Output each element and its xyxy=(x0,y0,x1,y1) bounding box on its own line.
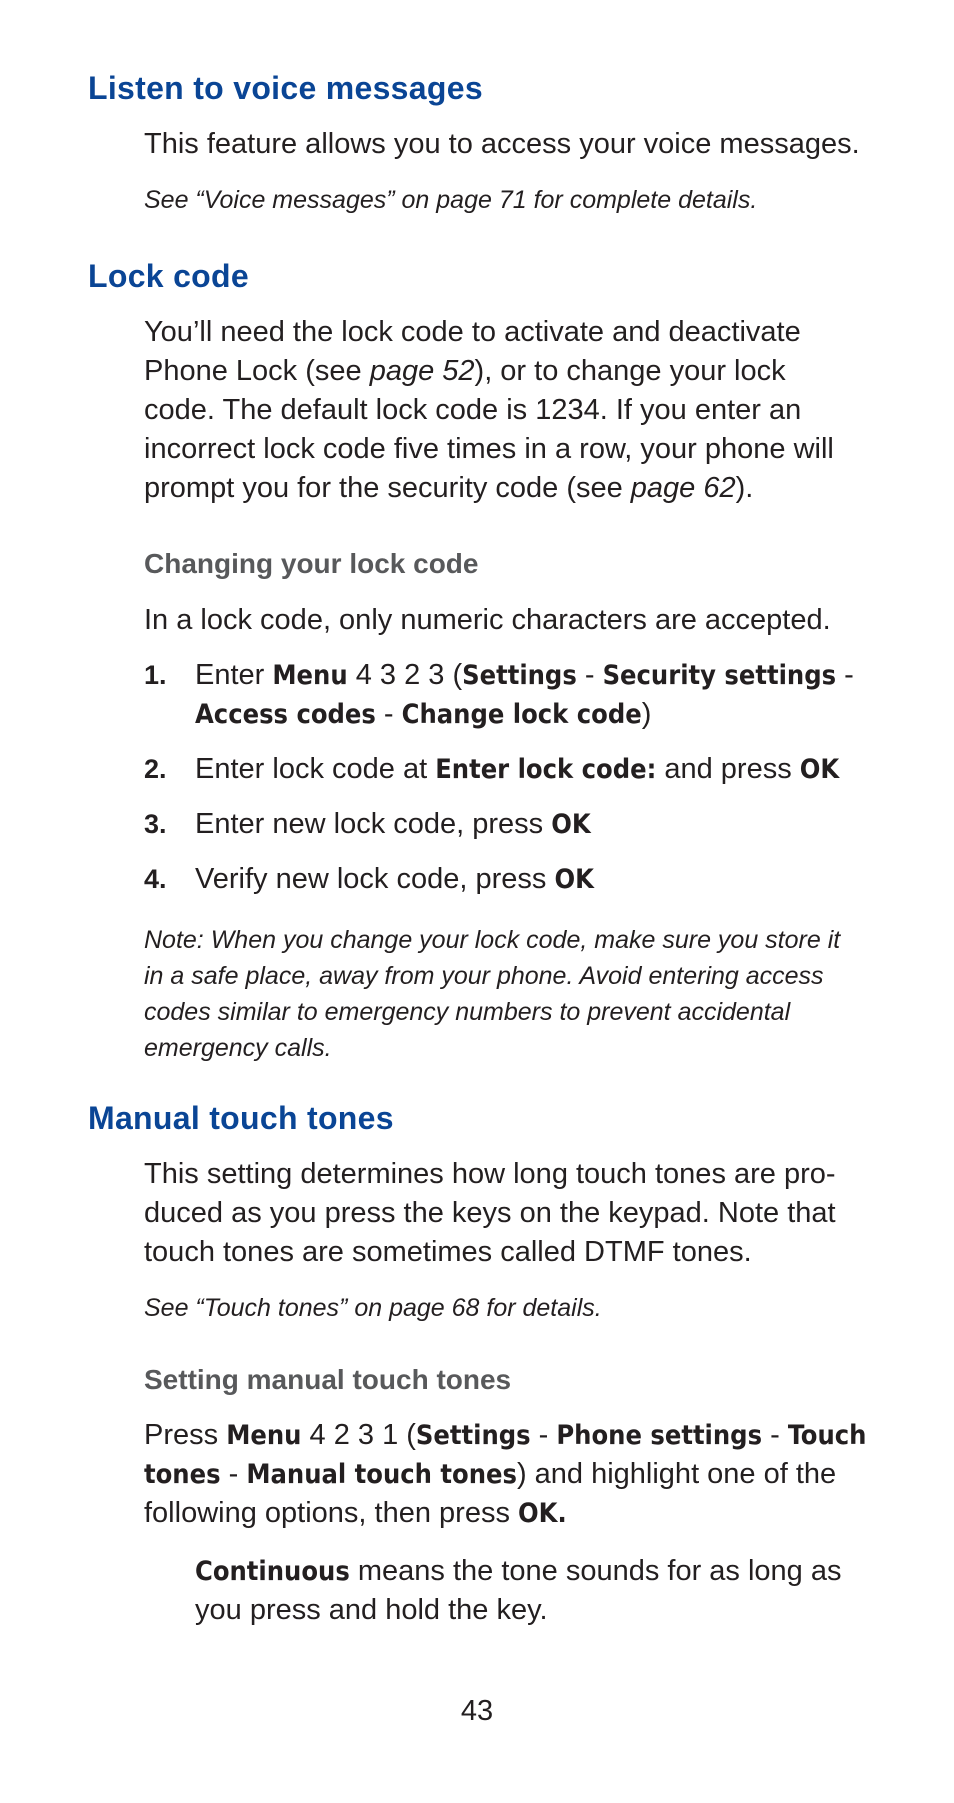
step-number: 3. xyxy=(144,809,167,839)
option-description-a: means the tone sounds for as long as xyxy=(349,1555,842,1587)
separator: - xyxy=(530,1419,557,1451)
setting-line-1 xyxy=(144,1416,904,1455)
menu-tones-label: tones xyxy=(144,1459,221,1490)
menu-access-codes-label: Access codes xyxy=(195,699,376,730)
menu-settings-label: Settings xyxy=(415,1420,531,1451)
setting-text-c: following options, then press xyxy=(144,1497,518,1529)
lock-para-line-2 xyxy=(144,352,904,391)
listen-note-text: See “Voice messages” on page 71 for complete details. xyxy=(144,186,758,214)
step-1-line-2 xyxy=(195,695,905,734)
changing-lock-body xyxy=(144,601,904,640)
listen-body xyxy=(144,125,904,164)
heading-listen-voice-messages: Listen to voice messages xyxy=(88,70,483,106)
step-2-text-a: Enter lock code at xyxy=(195,753,436,785)
page-52-reference: page 52 xyxy=(369,355,475,387)
step-text xyxy=(195,860,905,899)
separator: - xyxy=(836,659,854,691)
lock-para-line-2b: ), or to change your lock xyxy=(474,355,786,387)
touch-para-line-2: duced as you press the keys on the keypad. Note that xyxy=(144,1197,836,1229)
setting-text-b: ) and highlight one of the xyxy=(516,1458,837,1490)
heading-lock-code: Lock code xyxy=(88,258,249,294)
setting-touch-tones-instructions xyxy=(144,1416,904,1533)
setting-line-2 xyxy=(144,1455,904,1494)
menu-security-settings-label: Security settings xyxy=(602,660,837,691)
listen-body-text: This feature allows you to access your voice messages. xyxy=(144,128,860,160)
menu-change-lock-code-label: Change lock code xyxy=(401,699,642,730)
lock-para-line-2a: Phone Lock (see xyxy=(144,355,370,387)
option-continuous-label: Continuous xyxy=(195,1556,350,1587)
ok-key-label: OK xyxy=(551,809,591,840)
step-2-text-b: and press xyxy=(656,753,800,785)
step-1-code: 4 3 2 3 ( xyxy=(347,659,463,691)
menu-touch-label: Touch xyxy=(787,1420,867,1451)
step-2-line xyxy=(195,750,905,789)
option-line-1 xyxy=(195,1552,895,1591)
subheading-changing-lock-code: Changing your lock code xyxy=(144,548,479,579)
step-text xyxy=(195,750,905,789)
touch-para-line-3: touch tones are sometimes called DTMF tones. xyxy=(144,1236,752,1268)
step-1-text-a: Enter xyxy=(195,659,273,691)
touch-tones-note xyxy=(144,1290,904,1326)
lock-para-line-5b: ). xyxy=(735,472,754,504)
step-4-text: Verify new lock code, press xyxy=(195,863,555,895)
step-number: 2. xyxy=(144,754,167,784)
lock-para-line-4: incorrect lock code five times in a row, your phone will xyxy=(144,433,834,465)
separator: - xyxy=(220,1458,247,1490)
menu-key-label: Menu xyxy=(272,660,348,691)
setting-code: 4 2 3 1 ( xyxy=(301,1419,416,1451)
step-1-line-1 xyxy=(195,656,905,695)
step-4-line xyxy=(195,860,905,899)
ok-key-label: OK xyxy=(554,864,594,895)
step-1-close: ) xyxy=(641,698,652,730)
step-text xyxy=(195,805,905,844)
step-number: 4. xyxy=(144,864,167,894)
lock-para-line-1: You’ll need the lock code to activate and deactivate xyxy=(144,316,801,348)
step-number: 1. xyxy=(144,660,167,690)
menu-key-label: Menu xyxy=(226,1420,302,1451)
changing-lock-body-text: In a lock code, only numeric characters are accepted. xyxy=(144,604,831,636)
ok-key-label: OK xyxy=(799,754,840,785)
lock-para-line-5a: prompt you for the security code (see xyxy=(144,472,631,504)
option-continuous xyxy=(195,1552,895,1630)
setting-text-a: Press xyxy=(144,1419,227,1451)
step-text xyxy=(195,656,905,734)
note-line-2: in a safe place, away from your phone. Avoid entering access xyxy=(144,962,824,990)
ok-key-label: OK. xyxy=(518,1498,567,1529)
touch-para-line-1: This setting determines how long touch tones are pro- xyxy=(144,1158,836,1190)
lock-para-line-3: code. The default lock code is 1234. If you enter an xyxy=(144,394,802,426)
setting-line-3 xyxy=(144,1494,904,1533)
lock-para-line-5 xyxy=(144,469,904,508)
note-line-3: codes similar to emergency numbers to prevent accidental xyxy=(144,998,791,1026)
separator: - xyxy=(762,1419,788,1451)
step-3-text: Enter new lock code, press xyxy=(195,808,552,840)
subheading-setting-manual-touch-tones: Setting manual touch tones xyxy=(144,1364,512,1395)
touch-tones-paragraph xyxy=(144,1155,904,1272)
lock-code-paragraph xyxy=(144,313,904,508)
listen-note xyxy=(144,182,904,218)
menu-phone-settings-label: Phone settings xyxy=(556,1420,763,1451)
page-number: 43 xyxy=(460,1695,494,1727)
menu-settings-label: Settings xyxy=(462,660,577,691)
heading-manual-touch-tones: Manual touch tones xyxy=(88,1100,394,1136)
lock-code-note xyxy=(144,922,904,1066)
page-62-reference: page 62 xyxy=(630,472,736,504)
touch-note-text: See “Touch tones” on page 68 for details. xyxy=(144,1294,602,1322)
separator: - xyxy=(576,659,603,691)
separator: - xyxy=(375,698,402,730)
note-line-1: Note: When you change your lock code, make sure you store it xyxy=(144,926,841,954)
menu-manual-touch-tones-label: Manual touch tones xyxy=(246,1459,517,1490)
enter-lock-code-prompt: Enter lock code: xyxy=(435,754,657,785)
step-3-line xyxy=(195,805,905,844)
option-line-2: you press and hold the key. xyxy=(195,1594,548,1626)
note-line-4: emergency calls. xyxy=(144,1034,332,1062)
